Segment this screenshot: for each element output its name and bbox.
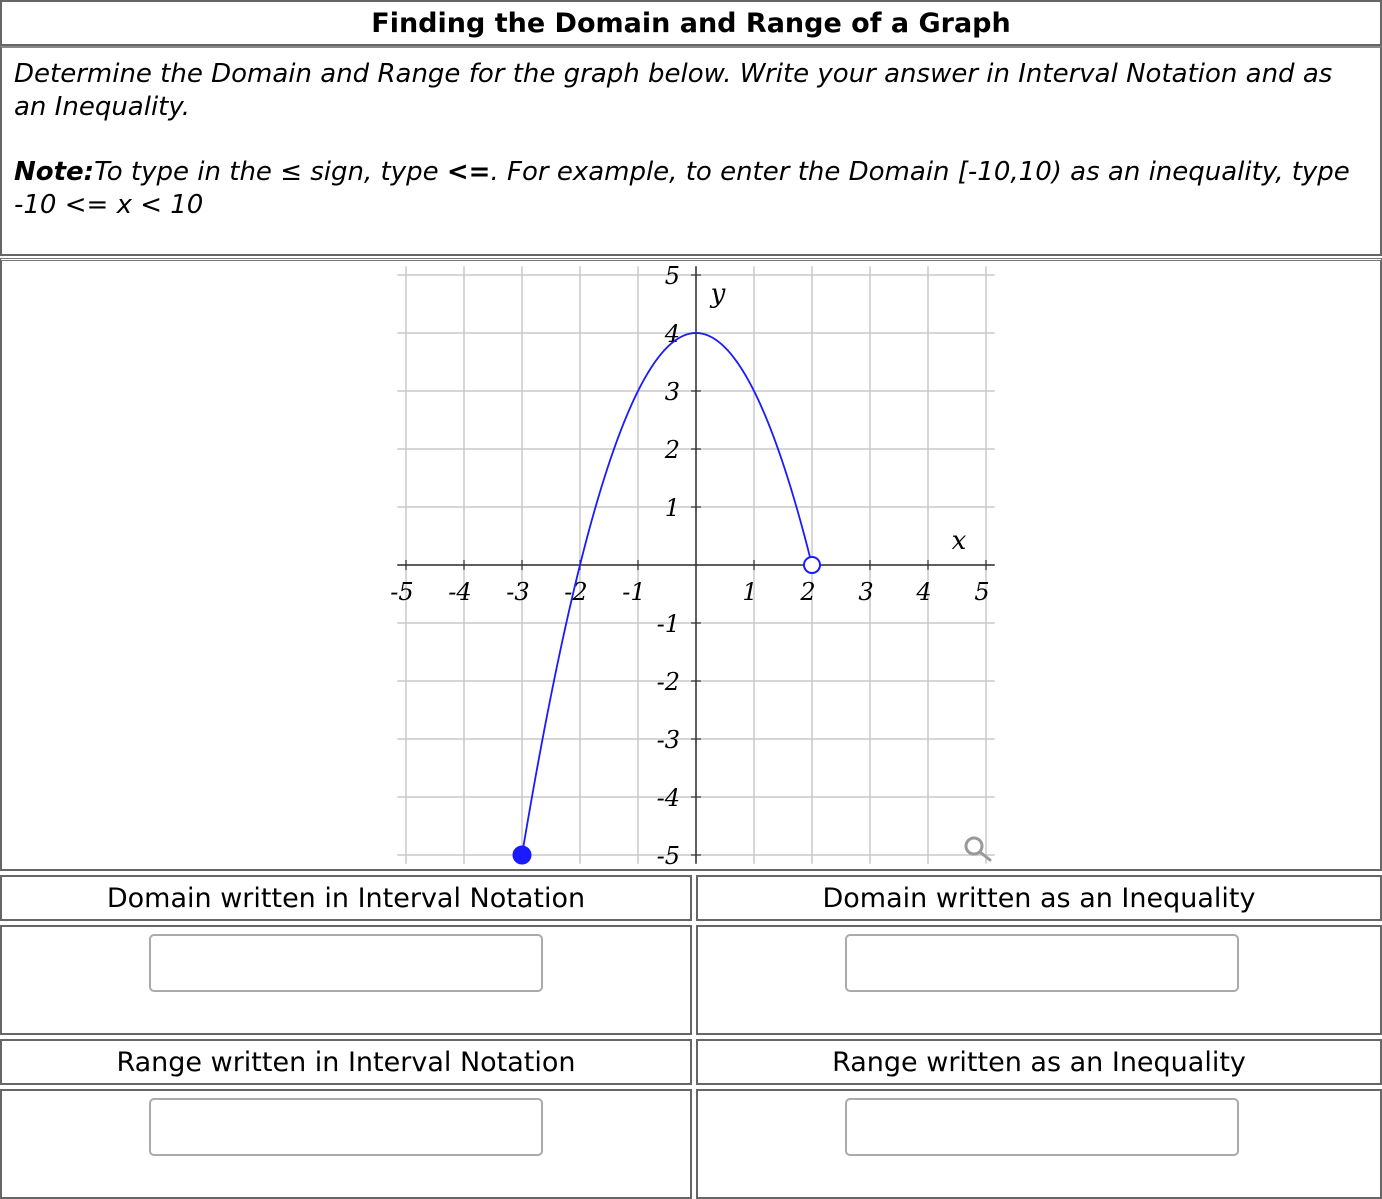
note-code: <= (446, 157, 491, 187)
domain-interval-header (0, 875, 692, 921)
y-axis-label: y (710, 278, 726, 309)
note-example: -10 <= x < 10 (14, 190, 204, 220)
y-tick-label: 2 (664, 436, 680, 464)
range-inequality-header (696, 1039, 1382, 1085)
x-axis-label: x (951, 526, 967, 556)
y-tick-label: -2 (656, 668, 680, 696)
title-box (0, 0, 1382, 46)
domain-inequality-input[interactable] (845, 934, 1239, 992)
instruction-text: Determine the Domain and Range for the graph below. Write your answer in Interval Notation and as an Inequality. (14, 59, 1333, 122)
note-part3: . For example, to enter the Domain [-10,10) as an inequality, type (490, 157, 1350, 187)
domain-inequality-header (696, 875, 1382, 921)
x-tick-label: -4 (448, 578, 472, 606)
y-tick-label: -4 (656, 784, 680, 812)
graph-box (0, 258, 1382, 871)
x-tick-label: -1 (622, 578, 646, 606)
x-tick-label: -5 (390, 578, 414, 606)
y-tick-label: -1 (656, 610, 680, 638)
domain-inequality-cell (696, 925, 1382, 1035)
y-tick-label: 5 (664, 262, 680, 290)
note-text (2, 156, 1380, 222)
x-tick-label: 5 (974, 578, 990, 606)
note-label: Note: (14, 157, 95, 187)
function-graph (2, 261, 1380, 869)
x-tick-label: 1 (742, 578, 758, 606)
x-tick-label: 4 (916, 578, 932, 606)
range-inequality-label: Range written as an Inequality (832, 1046, 1246, 1078)
closed-endpoint (513, 846, 531, 864)
leq-symbol: ≤ (280, 157, 302, 187)
domain-inequality-label: Domain written as an Inequality (822, 882, 1256, 914)
page-title: Finding the Domain and Range of a Graph (371, 8, 1011, 39)
range-interval-header (0, 1039, 692, 1085)
x-tick-label: 2 (800, 578, 816, 606)
instructions-box (0, 46, 1382, 256)
range-interval-input[interactable] (149, 1098, 543, 1156)
note-part1: To type in the (94, 157, 281, 187)
range-interval-cell (0, 1089, 692, 1199)
y-tick-label: 3 (664, 378, 680, 406)
y-tick-label: -3 (656, 726, 680, 754)
range-interval-label: Range written in Interval Notation (116, 1046, 576, 1078)
domain-interval-input[interactable] (149, 934, 543, 992)
y-tick-label: -5 (656, 842, 680, 869)
domain-interval-cell (0, 925, 692, 1035)
y-tick-label: 1 (664, 494, 680, 522)
note-part2: sign, type (301, 157, 447, 187)
x-tick-label: 3 (858, 578, 874, 606)
y-tick-label: 4 (664, 320, 680, 348)
domain-interval-label: Domain written in Interval Notation (106, 882, 586, 914)
range-inequality-cell (696, 1089, 1382, 1199)
x-tick-label: -2 (564, 578, 588, 606)
open-endpoint (804, 557, 820, 573)
x-tick-label: -3 (506, 578, 530, 606)
range-inequality-input[interactable] (845, 1098, 1239, 1156)
